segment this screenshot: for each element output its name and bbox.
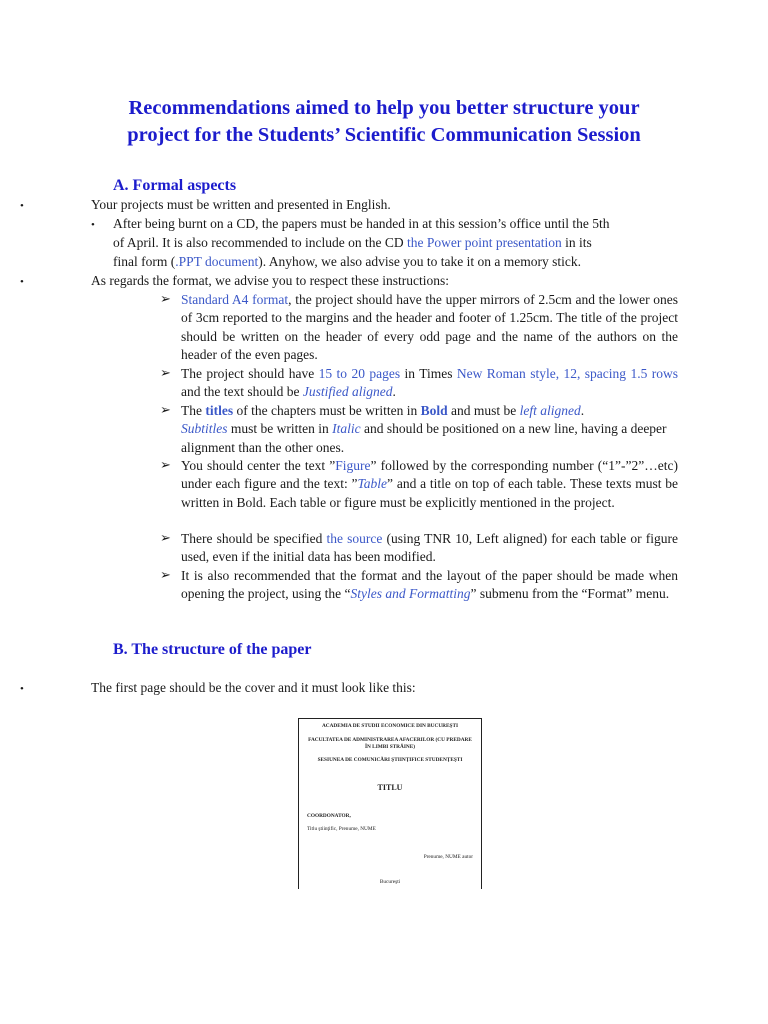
arrow-bullet-icon: ➢ xyxy=(160,403,171,418)
arrow-bullet-icon: ➢ xyxy=(160,292,171,307)
pages-link[interactable]: 15 to 20 pages xyxy=(318,366,401,381)
styles-formatting-link[interactable]: Styles and Formatting xyxy=(350,586,471,602)
arrow-bullet-icon: ➢ xyxy=(160,568,171,583)
source-link[interactable]: the source xyxy=(326,531,383,546)
arrow-bullet-icon: ➢ xyxy=(160,531,171,546)
item-titles xyxy=(181,402,678,457)
bullet-icon: • xyxy=(91,219,95,231)
sub-bullet-line-3 xyxy=(113,253,581,271)
italic-link[interactable]: Italic xyxy=(332,421,361,437)
document-title xyxy=(60,95,708,149)
bullet-icon: • xyxy=(20,200,24,212)
section-b-heading: B. The structure of the paper xyxy=(113,641,312,658)
bullet-text-cover: The first page should be the cover and it must look like this: xyxy=(91,680,416,695)
text: . xyxy=(580,403,585,418)
table-link[interactable]: Table xyxy=(357,476,388,492)
text: of the chapters must be written in xyxy=(233,403,421,418)
text: , the project should have the upper mirrors of 2.5cm and the lower ones of 3cm reported to the margins and the header and footer of 1.25cm. The title of the project should be written on the header of every odd page and the name of the authors on the header of the even pages. xyxy=(181,292,679,363)
font-style-link[interactable]: New Roman style, 12, spacing 1.5 rows xyxy=(456,366,678,381)
title-line-1: Recommendations aimed to help you better structure your xyxy=(128,97,640,119)
cover-academy: ACADEMIA DE STUDII ECONOMICE DIN BUCUREŞTI xyxy=(321,723,459,729)
sub-bullet-line-1: After being burnt on a CD, the papers must be handed in at this session’s office until the 5th xyxy=(113,216,610,231)
text: The project should have xyxy=(181,366,319,381)
cover-page-example xyxy=(298,718,482,889)
figure-link[interactable]: Figure xyxy=(335,458,371,473)
cover-city: Bucureşti xyxy=(379,879,401,885)
ppt-document-link[interactable]: .PPT document xyxy=(175,254,259,269)
text: The xyxy=(181,403,206,418)
titles-link[interactable]: titles xyxy=(205,403,234,418)
a4-format-link[interactable]: Standard A4 format xyxy=(181,292,289,307)
text: There should be specified xyxy=(181,531,327,546)
text: ” submenu from the “Format” menu. xyxy=(470,586,670,602)
cover-author: Prenume, NUME autor xyxy=(423,854,473,860)
arrow-bullet-icon: ➢ xyxy=(160,366,171,381)
bold-link[interactable]: Bold xyxy=(420,403,448,418)
text: and must be xyxy=(447,403,520,418)
ppt-presentation-link[interactable]: the Power point presentation xyxy=(406,235,562,250)
bullet-text-english: Your projects must be written and presented in English. xyxy=(91,197,391,212)
cover-title: TITLU xyxy=(377,783,403,792)
left-aligned-link[interactable]: left aligned xyxy=(519,403,581,418)
text: It is also recommended that the format and the layout of the paper should be made when opening the project, using the “ xyxy=(181,568,678,602)
subtitles-link[interactable]: Subtitles xyxy=(181,421,228,437)
text: ” followed by the corresponding number (“1”-”2”…etc) under each figure and the text: ” xyxy=(181,458,678,492)
text: final form ( xyxy=(113,254,176,269)
text: in its xyxy=(561,235,592,250)
arrow-bullet-icon: ➢ xyxy=(160,458,171,473)
item-a4-format xyxy=(181,291,678,365)
justified-link[interactable]: Justified aligned xyxy=(302,384,393,400)
item-styles xyxy=(181,567,678,604)
item-source xyxy=(181,530,678,567)
text: in Times xyxy=(400,366,457,381)
text: . xyxy=(392,384,396,400)
title-line-2: project for the Students’ Scientific Communication Session xyxy=(127,124,641,146)
sub-bullet-line-2 xyxy=(113,234,592,252)
section-a-heading: A. Formal aspects xyxy=(113,177,237,194)
cover-faculty: FACULTATEA DE ADMINISTRAREA AFACERILOR (CU PREDARE ÎN LIMBI STRĂINE) xyxy=(308,737,472,750)
cover-coordinator-name: Titlu ştiinţific, Prenume, NUME xyxy=(307,826,376,832)
text: and should be positioned on a new line, having a deeper alignment than the other ones. xyxy=(181,421,667,455)
text: must be written in xyxy=(227,421,333,437)
item-pages xyxy=(181,365,678,402)
item-figure-table xyxy=(181,457,678,512)
text: You should center the text ” xyxy=(181,458,336,473)
text: and the text should be xyxy=(181,384,303,400)
bullet-icon: • xyxy=(20,276,24,288)
text: of April. It is also recommended to include on the CD xyxy=(113,235,407,250)
text: ” and a title on top of each table. These texts must be written in Bold. Each table or figure must be explicitly mentioned in the project. xyxy=(181,476,678,510)
cover-session: SESIUNEA DE COMUNICĂRI ŞTIINŢIFICE STUDENŢEŞTI xyxy=(317,757,463,763)
bullet-icon: • xyxy=(20,683,24,695)
cover-coordinator: COORDONATOR, xyxy=(307,813,351,819)
text: (using TNR 10, Left aligned) for each table or figure used, even if the initial data has been modified. xyxy=(181,531,679,565)
bullet-text-format: As regards the format, we advise you to respect these instructions: xyxy=(91,273,450,288)
text: ). Anyhow, we also advise you to take it on a memory stick. xyxy=(258,254,581,269)
